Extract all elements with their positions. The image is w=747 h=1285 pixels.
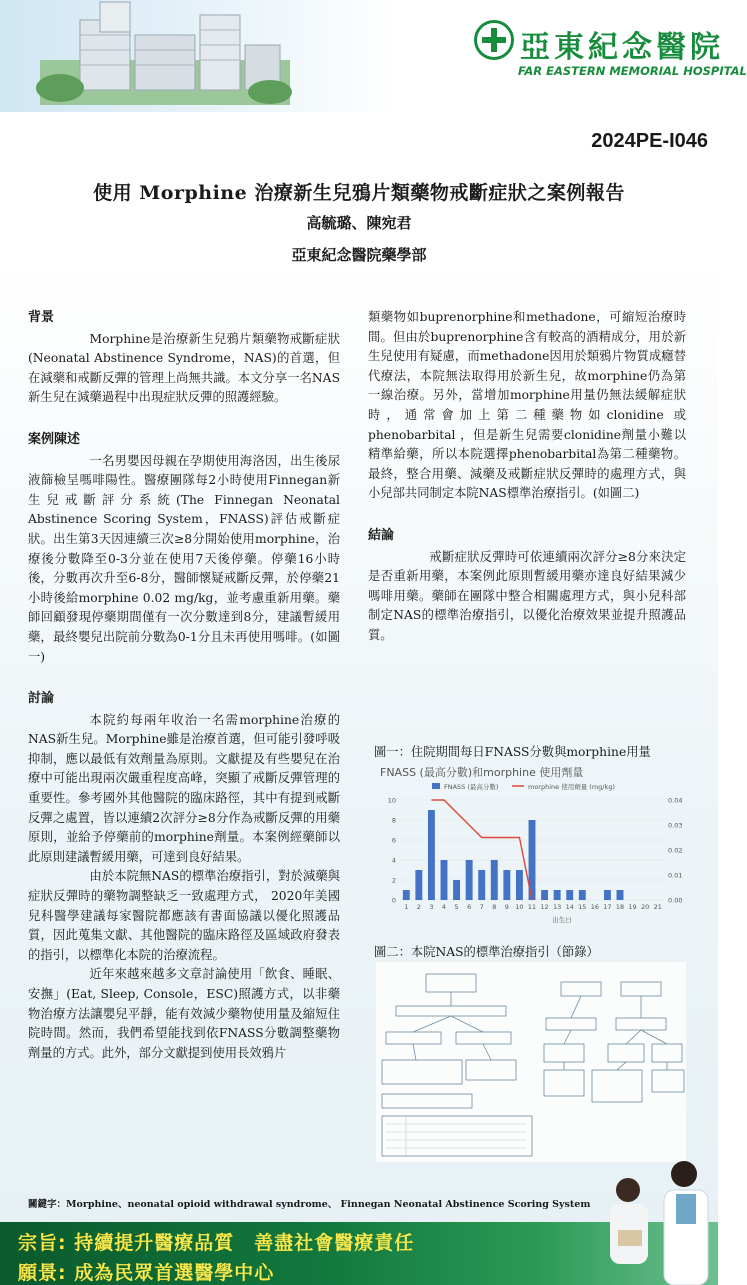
hospital-emblem-icon [474,20,514,60]
fnass-bar [503,870,510,900]
right-column [368,308,686,646]
legend-line-label: morphine 使用劑量 (mg/kg) [528,783,615,791]
legend-bar-swatch [432,783,440,789]
x-tick-label: 2 [416,903,421,911]
fnass-bar [541,890,548,900]
fnass-bar [516,870,523,900]
conclusion-heading: 結論 [368,527,395,543]
legend-bar-label: FNASS (最高分數) [444,783,499,791]
fnass-bar [554,890,561,900]
hospital-building-image [40,0,290,105]
case-heading: 案例陳述 [28,431,81,447]
x-tick-label: 20 [641,903,650,911]
y-right-tick-label: 0.00 [668,896,683,905]
x-tick-label: 12 [540,903,549,911]
discussion-heading: 討論 [28,691,55,707]
logo-chinese-name: 亞東紀念醫院 [520,30,724,65]
x-tick-label: 13 [553,903,562,911]
x-tick-label: 7 [479,903,484,911]
x-tick-label: 15 [578,903,587,911]
x-tick-label: 18 [615,903,625,911]
department: 亞東紀念醫院藥學部 [291,246,427,264]
figure1-caption: 圖一：住院期間每日FNASS分數與morphine用量 [374,745,651,759]
y-left-tick-label: 8 [391,816,396,825]
fnass-bar [441,860,448,900]
discussion-paragraph-1: 本院約每兩年收治一名需morphine治療的NAS新生兒。Morphine雖是治療首選，但可能引發呼吸抑制，應以最低有效劑量為原則。文獻提及有些嬰兒在治療中可能出現兩次嚴重程度高峰，突顯了戒斷反彈管理的重要性。參考國外其他醫院的臨床路徑，其中有提到戒斷反彈之處置，皆以連續2次評分≥8分作為戒斷反彈的用藥原則，並給予停藥前的morphine劑量。本案例經藥師以此原則建議暫緩用藥，可達到良好結果。 [28,712,340,864]
x-tick-label: 11 [527,903,537,911]
x-tick-label: 16 [590,903,599,911]
y-left-tick-label: 6 [391,836,396,845]
hospital-logo [474,20,747,82]
conclusion-text: 戒斷症狀反彈時可依連續兩次評分≥8分來決定是否重新用藥，本案例此原則暫緩用藥亦達良好結果減少嗎啡用藥。藥師在團隊中整合相關處理方式，與小兒科部制定NAS的標準治療指引，以優化治療效果並提升照護品質。 [368,549,686,642]
fnass-bar [579,890,586,900]
nas-guideline-flowchart [376,962,686,1162]
y-left-tick-label: 2 [391,876,396,885]
fnass-bar [604,890,611,900]
keywords: 關鍵字：Morphine、neonatal opioid withdrawal syndrome、 Finnegan Neonatal Abstinence Scoring System [28,1199,591,1210]
x-tick-label: 21 [653,903,662,911]
left-column [28,308,340,1063]
discussion-paragraph-4: 類藥物如buprenorphine和methadone，可縮短治療時間。但由於buprenorphine含有較高的酒精成分，用於新生兒使用有疑慮，而methadone因用於類鴉片物質成癮替代療法，本院無法取得用於新生兒，故morphine仍為第一線治療。另外，當增加morphine用量仍無法緩解症狀時，通常會加上第二種藥物如clonidine 或phenobarbital ，但是新生兒需要clonidine劑量小難以精準給藥，所以本院選擇phenobarbital為第二種藥物。最終，整合用藥、減藥及戒斷症狀反彈時的處理方式，與小兒部共同制定本院NAS標準治療指引。(如圖二) [368,310,686,501]
authors: 高毓璐、陳宛君 [306,214,412,232]
background-text: Morphine是治療新生兒鴉片類藥物戒斷症狀(Neonatal Abstinence Syndrome，NAS)的首選，但在減藥和戒斷反彈的管理上尚無共識。本文分享一名NAS新生兒在減藥過程中出現症狀反彈的照護經驗。 [28,331,340,405]
x-tick-label: 19 [628,903,637,911]
fnass-bar [453,880,460,900]
x-tick-label: 5 [454,903,459,911]
y-left-tick-label: 0 [391,896,396,905]
x-tick-label: 4 [441,903,447,911]
y-right-tick-label: 0.03 [668,821,683,830]
background-heading: 背景 [28,310,55,325]
y-left-tick-label: 10 [387,796,396,805]
discussion-paragraph-3: 近年來越來越多文章討論使用「飲食、睡眠、安撫」(Eat, Sleep, Console，ESC)照護方式，以非藥物治療方法讓嬰兒平靜，能有效減少藥物使用量及縮短住院時間。然而，我們希望能找到依FNASS分數調整藥物劑量的方式。此外，部分文獻提到使用長效鴉片 [28,967,340,1060]
x-tick-label: 9 [504,903,509,911]
x-tick-label: 17 [603,903,612,911]
fnass-bar [466,860,473,900]
y-left-tick-label: 4 [391,856,396,865]
x-tick-label: 14 [565,903,574,911]
x-tick-label: 10 [515,903,524,911]
fnass-bar [415,870,422,900]
y-right-tick-label: 0.01 [668,871,683,880]
poster-title: 使用 Morphine 治療新生兒鴉片類藥物戒斷症狀之案例報告 [93,182,625,204]
x-axis-label: 出生日 [552,916,572,924]
fnass-bar [617,890,624,900]
logo-english-name: FAR EASTERN MEMORIAL HOSPITAL [518,64,747,78]
fnass-bar [403,890,410,900]
fnass-bar [566,890,573,900]
x-tick-label: 3 [429,903,434,911]
fnass-morphine-chart [374,764,694,934]
x-tick-label: 6 [467,903,472,911]
y-right-tick-label: 0.02 [668,846,683,855]
x-tick-label: 1 [404,903,409,911]
fnass-bar [491,860,498,900]
poster-code: 2024PE-I046 [591,130,708,152]
fnass-bar [428,810,435,900]
discussion-paragraph-2: 由於本院無NAS的標準治療指引，對於減藥與症狀反彈時的藥物調整缺乏一致處理方式， 2020年美國兒科醫學建議每家醫院都應該有書面協議以優化照護品質，因此蒐集文獻、其他醫院的臨床路徑及區域政府發表的指引，以標準化本院的治療流程。 [28,869,340,962]
case-text: 一名男嬰因母親在孕期使用海洛因，出生後尿液篩檢呈嗎啡陽性。醫療團隊每2小時使用Finnegan新生兒戒斷評分系統(The Finnegan Neonatal Abstinence Scoring System，FNASS)評估戒斷症狀。出生第3天因連續三次≥8分開始使用morphine，治療後分數降至0-3分並在使用7天後停藥。停藥16小時後，分數再次升至6-8分，醫師懷疑戒斷反彈，於停藥21小時後給morphine 0.02 mg/kg，並考慮重新用藥。藥師回顧發現停藥期間僅有一次分數達到8分，建議暫緩用藥，最終嬰兒出院前分數為0-1分且未再使用嗎啡。(如圖一) [28,453,340,664]
footer-vision: 願景: 成為民眾首選醫學中心 [18,1262,275,1284]
figure2-caption: 圖二：本院NAS的標準治療指引（節錄） [374,945,599,959]
doctor-and-patient-image [592,1150,718,1285]
fnass-bar [478,870,485,900]
footer-mission: 宗旨: 持續提升醫療品質 善盡社會醫療責任 [18,1232,415,1254]
y-right-tick-label: 0.04 [668,796,683,805]
chart-title: FNASS (最高分數)和morphine 使用劑量 [380,766,584,779]
x-tick-label: 8 [492,903,497,911]
